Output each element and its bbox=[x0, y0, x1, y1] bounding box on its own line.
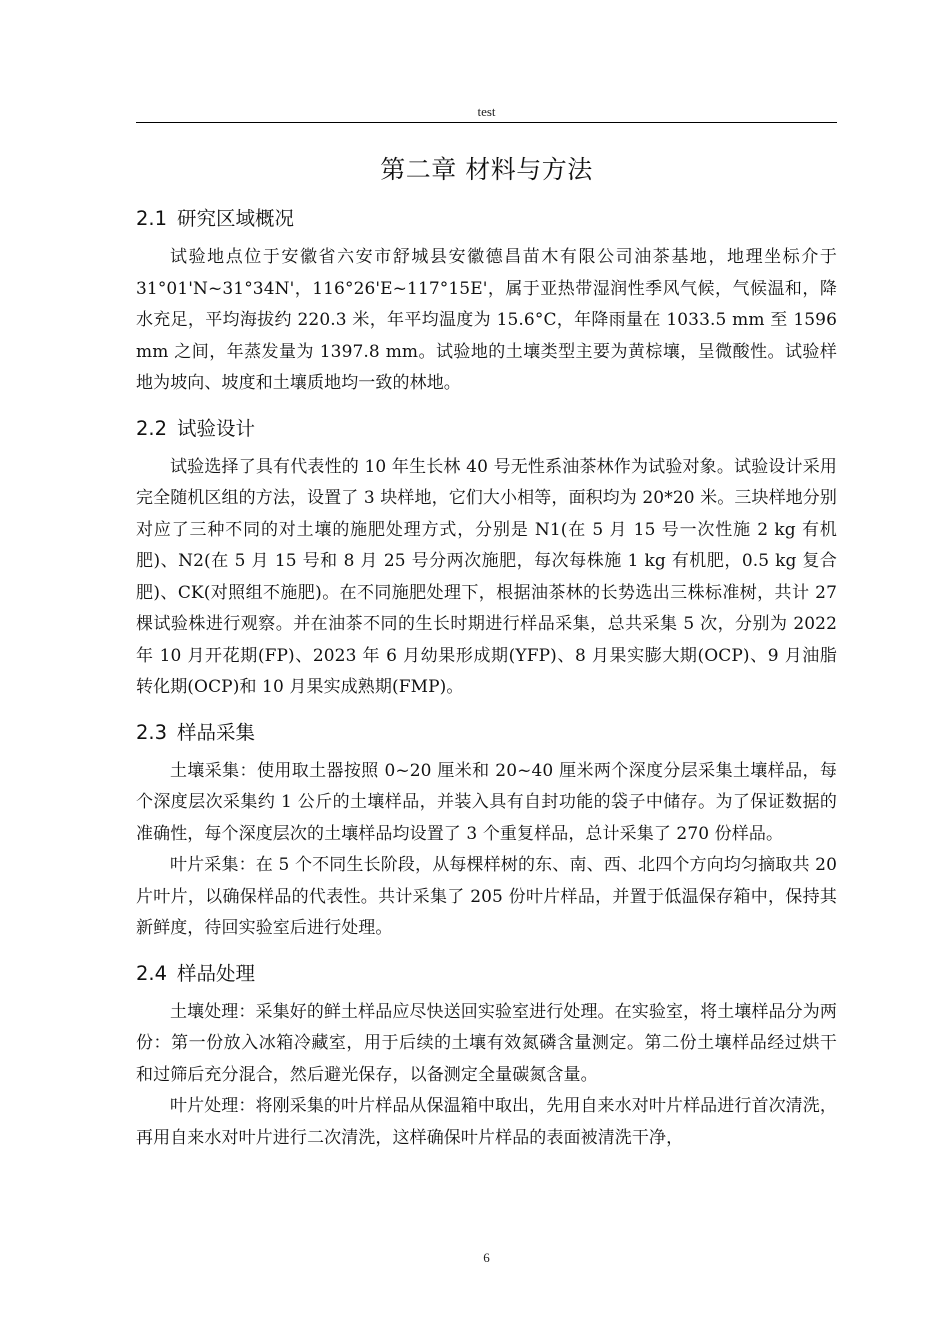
section-number: 2.3 bbox=[136, 720, 168, 744]
paragraph: 叶片采集：在 5 个不同生长阶段，从每棵样树的东、南、西、北四个方向均匀摘取共 20 片叶片，以确保样品的代表性。共计采集了 205 份叶片样品，并置于低温保存箱中，保持其新鲜度，待回实验室后进行处理。 bbox=[136, 855, 837, 938]
document-body bbox=[136, 196, 837, 1154]
section-title: 样品处理 bbox=[177, 961, 256, 985]
section-heading-2-4 bbox=[136, 951, 837, 997]
running-header: test bbox=[477, 104, 496, 119]
paragraph: 叶片处理：将刚采集的叶片样品从保温箱中取出，先用自来水对叶片样品进行首次清洗，再用自来水对叶片进行二次清洗，这样确保叶片样品的表面被清洗干净， bbox=[136, 1096, 837, 1148]
section-title: 研究区域概况 bbox=[177, 207, 295, 230]
chapter-title: 第二章 材料与方法 bbox=[380, 154, 593, 184]
section-title: 试验设计 bbox=[177, 416, 256, 440]
section-heading-2-3 bbox=[136, 710, 837, 756]
section-number: 2.2 bbox=[136, 416, 168, 440]
paragraph: 土壤处理：采集好的鲜土样品应尽快送回实验室进行处理。在实验室，将土壤样品分为两份：第一份放入冰箱冷藏室，用于后续的土壤有效氮磷含量测定。第二份土壤样品经过烘干和过筛后充分混合，然后避光保存，以备测定全量碳氮含量。 bbox=[136, 1001, 837, 1085]
section-number: 2.1 bbox=[136, 207, 168, 230]
header-rule bbox=[136, 122, 837, 123]
section-heading-2-1 bbox=[136, 196, 837, 242]
page-number: 6 bbox=[483, 1250, 490, 1265]
section-number: 2.4 bbox=[136, 961, 168, 985]
paragraph: 土壤采集：使用取土器按照 0~20 厘米和 20~40 厘米两个深度分层采集土壤样品，每个深度层次采集约 1 公斤的土壤样品，并装入具有自封功能的袋子中储存。为了保证数据的准确性，每个深度层次的土壤样品均设置了 3 个重复样品，总计采集了 270 份样品。 bbox=[136, 760, 837, 844]
paragraph: 试验地点位于安徽省六安市舒城县安徽德昌苗木有限公司油茶基地，地理坐标介于 31°01'N~31°34N'，116°26'E~117°15E'，属于亚热带湿润性季风气候，气候温和，降水充足，平均海拔约 220.3 米，年平均温度为 15.6°C，年降雨量在 1033.5 mm 至 1596 mm 之间，年蒸发量为 1397.8 mm。试验地的土壤类型主要为黄棕壤，呈微酸性。试验样地为坡向、坡度和土壤质地均一致的林地。 bbox=[136, 247, 837, 393]
section-title: 样品采集 bbox=[177, 720, 256, 744]
paragraph: 试验选择了具有代表性的 10 年生长林 40 号无性系油茶林作为试验对象。试验设计采用完全随机区组的方法，设置了 3 块样地，它们大小相等，面积均为 20*20 米。三块样地分别对应了三种不同的对土壤的施肥处理方式，分别是 N1(在 5 月 15 号一次性施 2 kg 有机肥)、N2(在 5 月 15 号和 8 月 25 号分两次施肥，每次每株施 1 kg 有机肥，0.5 kg 复合肥)、CK(对照组不施肥)。在不同施肥处理下，根据油茶林的长势选出三株标准树，共计 27 棵试验株进行观察。并在油茶不同的生长时期进行样品采集，总共采集 5 次，分别为 2022 年 10 月开花期(FP)、2023 年 6 月幼果形成期(YFP)、8 月果实膨大期(OCP)、9 月油脂转化期(OCP)和 10 月果实成熟期(FMP)。 bbox=[136, 456, 837, 697]
section-heading-2-2 bbox=[136, 406, 837, 452]
